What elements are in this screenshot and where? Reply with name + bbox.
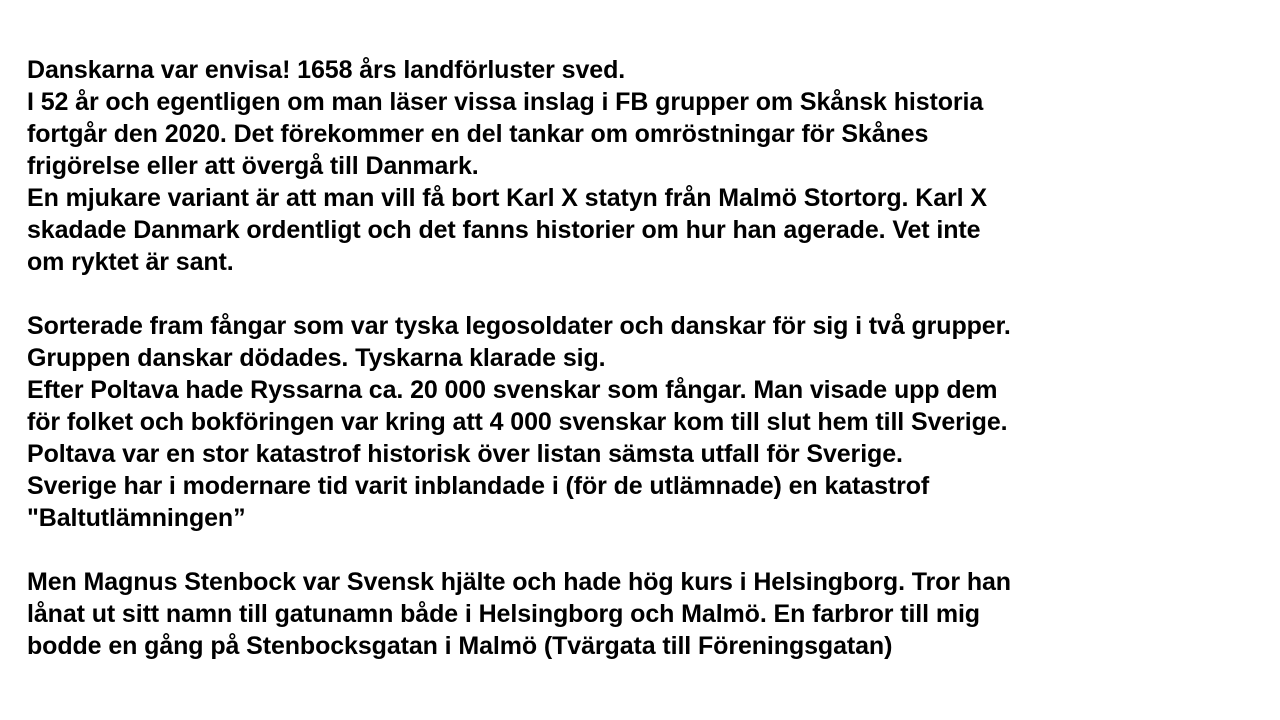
text-line: Gruppen danskar dödades. Tyskarna klarade sig. [27, 344, 606, 372]
text-line: Men Magnus Stenbock var Svensk hjälte och hade hög kurs i Helsingborg. Tror han [27, 568, 1011, 596]
paragraph-1 [27, 54, 1267, 278]
text-line: fortgår den 2020. Det förekommer en del tankar om omröstningar för Skånes [27, 120, 929, 148]
paragraph-2 [27, 310, 1267, 534]
paragraph-spacer [27, 534, 1267, 566]
text-line: Sorterade fram fångar som var tyska legosoldater och danskar för sig i två grupper. [27, 312, 1011, 340]
text-line: En mjukare variant är att man vill få bort Karl X statyn från Malmö Stortorg. Karl X [27, 184, 987, 212]
text-line: bodde en gång på Stenbocksgatan i Malmö (Tvärgata till Föreningsgatan) [27, 632, 893, 660]
text-line: frigörelse eller att övergå till Danmark. [27, 152, 479, 180]
text-line: "Baltutlämningen” [27, 504, 246, 532]
text-line: Poltava var en stor katastrof historisk över listan sämsta utfall för Sverige. [27, 440, 903, 468]
text-line: om ryktet är sant. [27, 248, 234, 276]
paragraph-spacer [27, 278, 1267, 310]
text-line: Sverige har i modernare tid varit inblandade i (för de utlämnade) en katastrof [27, 472, 930, 500]
text-line: I 52 år och egentligen om man läser vissa inslag i FB grupper om Skånsk historia [27, 88, 984, 116]
paragraph-3 [27, 566, 1267, 662]
text-line: lånat ut sitt namn till gatunamn både i Helsingborg och Malmö. En farbror till mig [27, 600, 980, 628]
text-line: skadade Danmark ordentligt och det fanns historier om hur han agerade. Vet inte [27, 216, 981, 244]
document-body [27, 54, 1267, 662]
text-line: Efter Poltava hade Ryssarna ca. 20 000 svenskar som fångar. Man visade upp dem [27, 376, 998, 404]
text-line: Danskarna var envisa! 1658 års landförluster sved. [27, 56, 626, 84]
text-line: för folket och bokföringen var kring att 4 000 svenskar kom till slut hem till Sverige. [27, 408, 1008, 436]
